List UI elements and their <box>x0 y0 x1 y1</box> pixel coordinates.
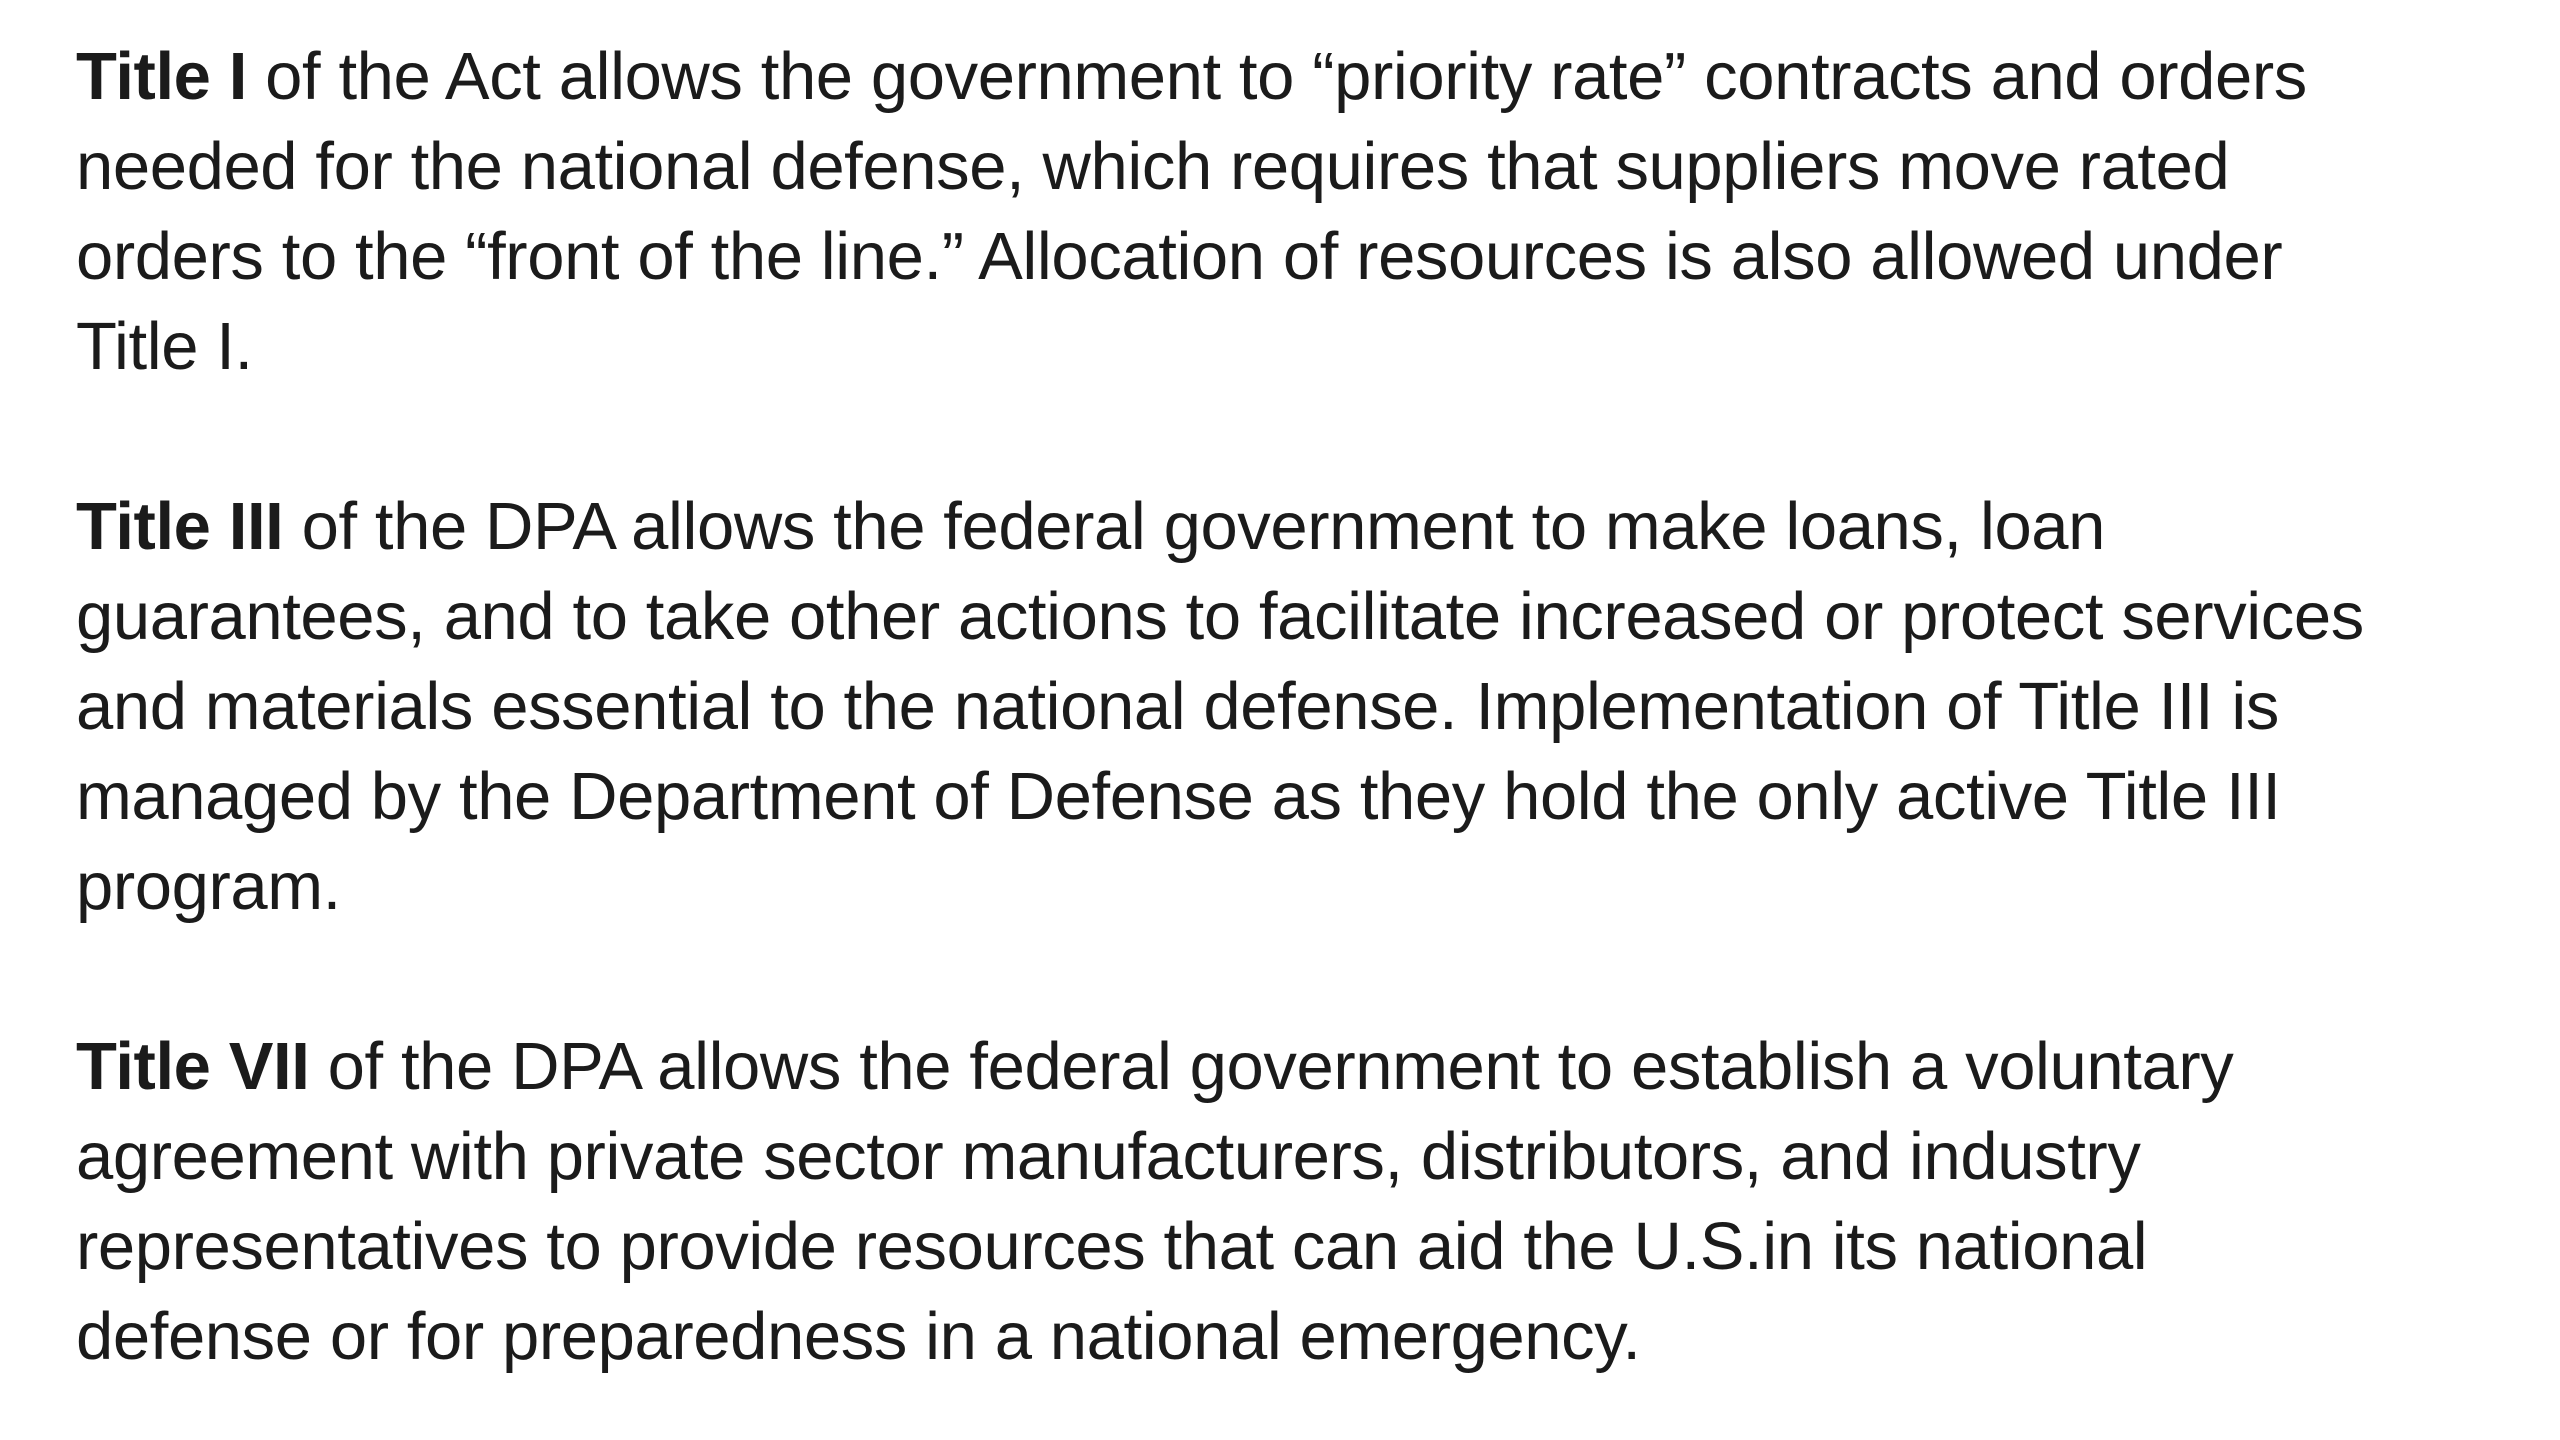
title-iii-term: Title III <box>76 489 284 564</box>
text-line <box>76 482 2556 572</box>
text-line: orders to the “front of the line.” Allocation of resources is also allowed under <box>76 219 2283 294</box>
text-line: Title I. <box>76 309 253 384</box>
line-text: of the Act allows the government to “priority rate” contracts and orders <box>246 39 2307 114</box>
title-vii-term: Title VII <box>76 1029 310 1104</box>
line-text: of the DPA allows the federal government to make loans, loan <box>283 489 2106 564</box>
line-text: of the DPA allows the federal government to establish a voluntary <box>309 1029 2234 1104</box>
paragraph-title-iii <box>76 482 2556 932</box>
text-line: needed for the national defense, which requires that suppliers move rated <box>76 129 2230 204</box>
text-line: and materials essential to the national defense. Implementation of Title III is <box>76 669 2279 744</box>
paragraph-title-vii <box>76 1022 2556 1382</box>
text-line: defense or for preparedness in a national emergency. <box>76 1299 1641 1374</box>
text-line: representatives to provide resources that can aid the U.S.in its national <box>76 1209 2148 1284</box>
text-line: program. <box>76 849 341 924</box>
text-line: guarantees, and to take other actions to facilitate increased or protect services <box>76 579 2364 654</box>
text-line <box>76 1022 2556 1112</box>
text-line: agreement with private sector manufacturers, distributors, and industry <box>76 1119 2141 1194</box>
paragraph-title-i <box>76 32 2556 392</box>
text-line: managed by the Department of Defense as they hold the only active Title III <box>76 759 2281 834</box>
document-body <box>76 32 2556 1382</box>
title-i-term: Title I <box>76 39 247 114</box>
text-line <box>76 32 2556 122</box>
